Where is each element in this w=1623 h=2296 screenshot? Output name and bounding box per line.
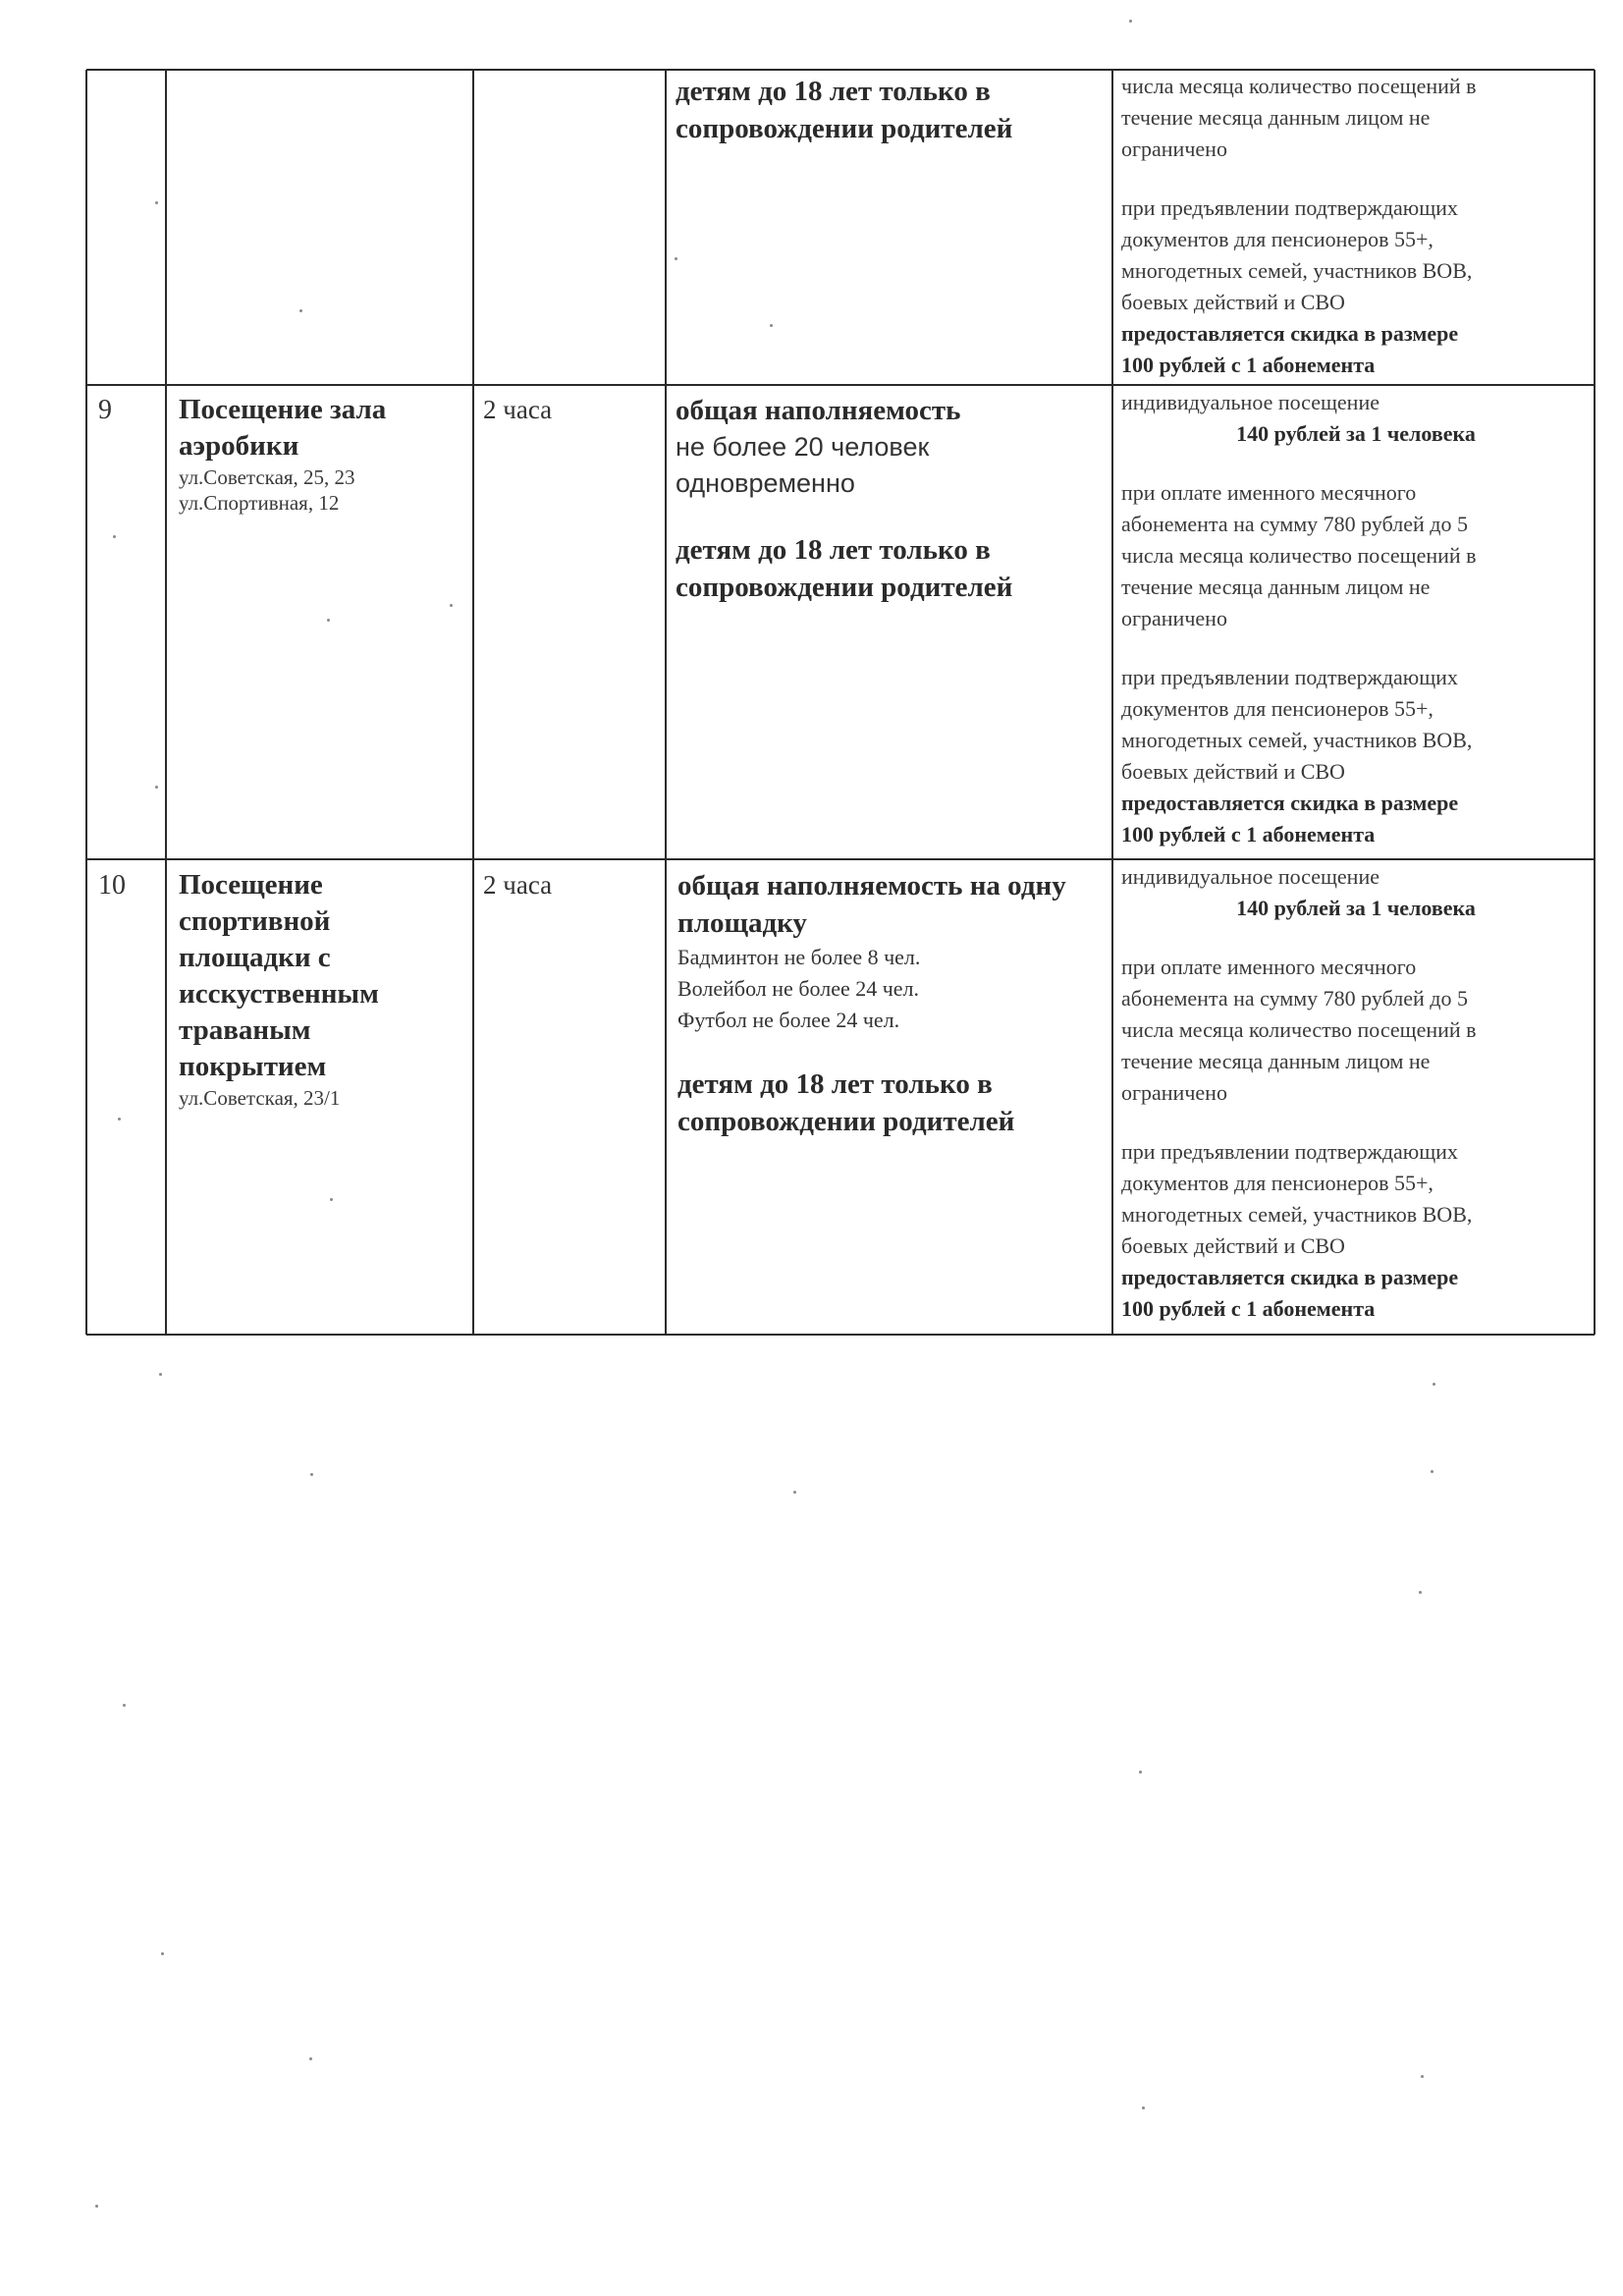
- discount-line: при предъявлении подтверждающих: [1121, 1139, 1458, 1164]
- discount-line: при предъявлении подтверждающих: [1121, 665, 1458, 689]
- service-name: исскуственным: [179, 978, 379, 1010]
- capacity-title: общая наполняемость на одну площадку: [677, 870, 1066, 939]
- discount-line: боевых действий и СВО: [1121, 759, 1345, 784]
- price-cell: [1121, 387, 1591, 850]
- scan-speck: [330, 1198, 333, 1201]
- scan-speck: [118, 1118, 121, 1121]
- discount-line: документов для пенсионеров 55+,: [1121, 227, 1434, 251]
- scan-speck: [1431, 1470, 1434, 1473]
- service-name: аэробики: [179, 430, 299, 462]
- discount-line: 100 рублей с 1 абонемента: [1121, 353, 1376, 377]
- subscription-line: абонемента на сумму 780 рублей до 5: [1121, 512, 1468, 536]
- scan-speck: [1419, 1591, 1422, 1594]
- subscription-line: ограничено: [1121, 606, 1227, 630]
- single-visit-label: индивидуальное посещение: [1121, 864, 1380, 889]
- discount-line: документов для пенсионеров 55+,: [1121, 1171, 1434, 1195]
- service-address: ул.Советская, 25, 23: [179, 465, 355, 489]
- discount-line: многодетных семей, участников ВОВ,: [1121, 1202, 1473, 1227]
- price-line: течение месяца данным лицом не: [1121, 105, 1431, 130]
- top-row-price-cell: [1121, 71, 1591, 381]
- scan-speck: [309, 2057, 312, 2060]
- discount-line: многодетных семей, участников ВОВ,: [1121, 728, 1473, 752]
- service-name: траваным: [179, 1014, 311, 1046]
- scan-speck: [155, 201, 158, 204]
- single-visit-label: индивидуальное посещение: [1121, 390, 1380, 414]
- service-name: Посещение зала: [179, 394, 387, 425]
- discount-line: боевых действий и СВО: [1121, 290, 1345, 314]
- capacity-cell: [677, 867, 1090, 1140]
- subscription-line: ограничено: [1121, 1080, 1227, 1105]
- scan-speck: [155, 786, 158, 789]
- capacity-line: Футбол не более 24 чел.: [677, 1008, 900, 1032]
- price-line: числа месяца количество посещений в: [1121, 74, 1477, 98]
- price-line: ограничено: [1121, 137, 1227, 161]
- scan-speck: [95, 2205, 98, 2208]
- discount-line: предоставляется скидка в размере: [1121, 1265, 1459, 1289]
- capacity-line: одновременно: [676, 468, 855, 498]
- service-name: спортивной: [179, 905, 331, 937]
- scan-speck: [1129, 20, 1132, 23]
- discount-line: предоставляется скидка в размере: [1121, 791, 1459, 815]
- service-name-cell: [179, 392, 468, 516]
- scan-speck: [161, 1952, 164, 1955]
- scan-speck: [310, 1473, 313, 1476]
- discount-line: многодетных семей, участников ВОВ,: [1121, 258, 1473, 283]
- subscription-line: числа месяца количество посещений в: [1121, 543, 1477, 568]
- scan-speck: [770, 324, 773, 327]
- capacity-line: не более 20 человек: [676, 432, 930, 462]
- scan-speck: [793, 1491, 796, 1494]
- scan-speck: [450, 604, 453, 607]
- capacity-line: Волейбол не более 24 чел.: [677, 976, 920, 1001]
- price-cell: [1121, 861, 1591, 1325]
- scan-speck: [1139, 1771, 1142, 1774]
- scan-speck: [1421, 2075, 1424, 2078]
- row-number: 10: [98, 870, 126, 901]
- discount-line: предоставляется скидка в размере: [1121, 321, 1459, 346]
- kids-accompanied-note: детям до 18 лет только в сопровождении родителей: [677, 1068, 1015, 1137]
- scan-speck: [1142, 2106, 1145, 2109]
- scan-speck: [299, 309, 302, 312]
- single-visit-price: 140 рублей за 1 человека: [1236, 421, 1476, 446]
- capacity-line: Бадминтон не более 8 чел.: [677, 945, 921, 969]
- capacity-title: общая наполняемость: [676, 395, 961, 426]
- scan-speck: [327, 619, 330, 622]
- duration: 2 часа: [483, 395, 553, 424]
- subscription-line: абонемента на сумму 780 рублей до 5: [1121, 986, 1468, 1011]
- scan-speck: [159, 1373, 162, 1376]
- discount-line: 100 рублей с 1 абонемента: [1121, 1296, 1376, 1321]
- top-row-capacity-cell: [676, 73, 1108, 147]
- discount-line: боевых действий и СВО: [1121, 1233, 1345, 1258]
- service-name-cell: [179, 867, 468, 1111]
- discount-line: 100 рублей с 1 абонемента: [1121, 822, 1376, 847]
- scan-speck: [1433, 1383, 1435, 1386]
- kids-accompanied-note: детям до 18 лет только в сопровождении родителей: [676, 534, 1013, 603]
- kids-accompanied-note: детям до 18 лет только в сопровождении родителей: [676, 76, 1013, 144]
- capacity-cell: [676, 392, 1108, 606]
- single-visit-price: 140 рублей за 1 человека: [1236, 896, 1476, 920]
- discount-line: при предъявлении подтверждающих: [1121, 195, 1458, 220]
- discount-line: документов для пенсионеров 55+,: [1121, 696, 1434, 721]
- subscription-line: числа месяца количество посещений в: [1121, 1017, 1477, 1042]
- scan-speck: [123, 1704, 126, 1707]
- service-name: площадки с: [179, 942, 331, 973]
- scan-speck: [113, 535, 116, 538]
- service-name: покрытием: [179, 1051, 327, 1082]
- service-name: Посещение: [179, 869, 323, 901]
- subscription-line: при оплате именного месячного: [1121, 480, 1417, 505]
- subscription-line: при оплате именного месячного: [1121, 955, 1417, 979]
- subscription-line: течение месяца данным лицом не: [1121, 1049, 1431, 1073]
- service-address: ул.Спортивная, 12: [179, 491, 340, 515]
- duration: 2 часа: [483, 870, 553, 900]
- row-number: 9: [98, 395, 112, 425]
- service-address: ул.Советская, 23/1: [179, 1086, 341, 1110]
- scan-speck: [675, 257, 677, 260]
- subscription-line: течение месяца данным лицом не: [1121, 574, 1431, 599]
